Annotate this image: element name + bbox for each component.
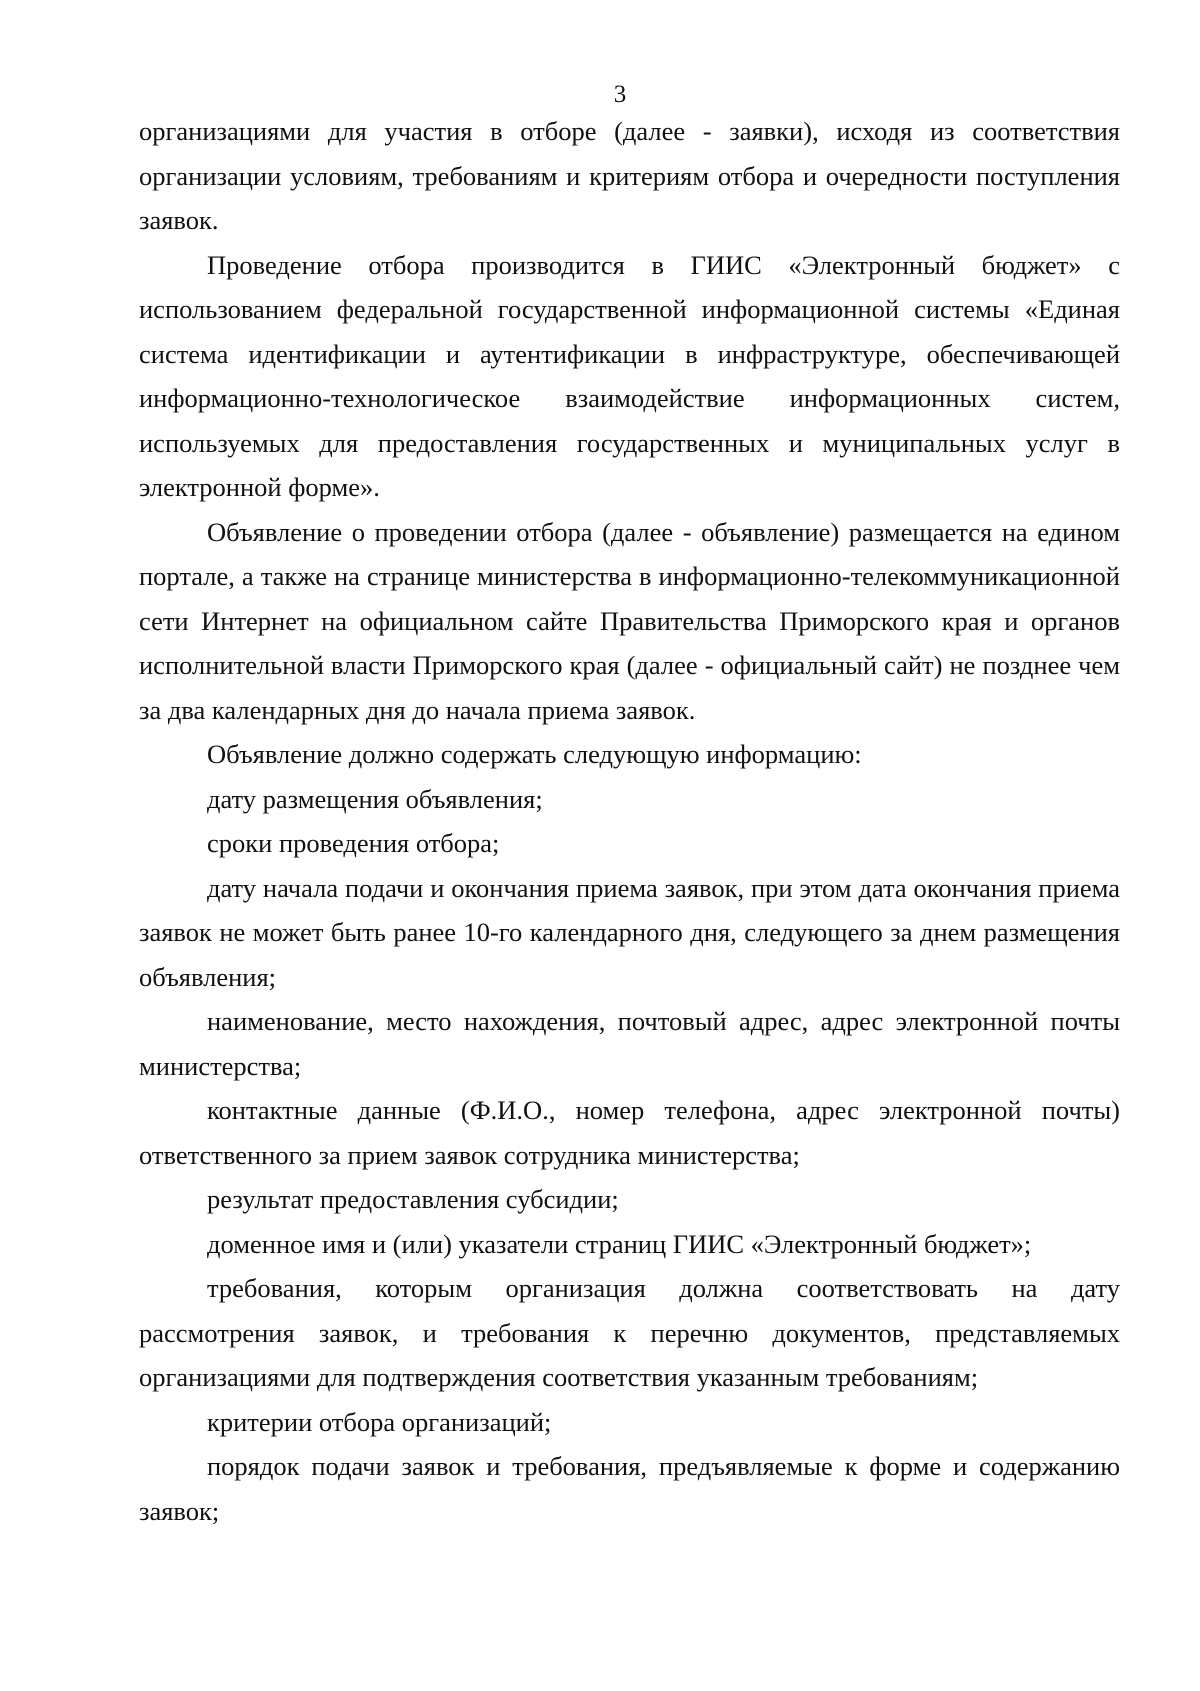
paragraph: Проведение отбора производится в ГИИС «Электронный бюджет» с использованием федеральной государственной информационной системы «Единая система идентификации и аутентификации в инфраструктуре, обеспечивающей информационно-технологическое взаимодействие информационных систем, используемых для предоставления государственных и муниципальных услуг в электронной форме».: [139, 249, 1120, 502]
paragraph: требования, которым организация должна соответствовать на дату рассмотрения заявок, и требования к перечню документов, представляемых организациями для подтверждения соответствия указанным требованиям;: [139, 1273, 1120, 1392]
paragraph: Объявление о проведении отбора (далее - объявление) размещается на едином портале, а также на странице министерства в информационно-телекоммуникационной сети Интернет на официальном сайте Правительства Приморского края и органов исполнительной власти Приморского края (далее - официальный сайт) не позднее чем за два календарных дня до начала приема заявок.: [139, 516, 1120, 725]
paragraph: доменное имя и (или) указатели страниц ГИИС «Электронный бюджет»;: [207, 1228, 1032, 1259]
paragraph: дату начала подачи и окончания приема заявок, при этом дата окончания приема заявок не может быть ранее 10-го календарного дня, следующего за днем размещения объявления;: [139, 872, 1120, 992]
paragraph: критерии отбора организаций;: [207, 1406, 552, 1437]
paragraph: сроки проведения отбора;: [207, 828, 500, 858]
paragraph: результат предоставления субсидии;: [207, 1184, 619, 1214]
paragraph: контактные данные (Ф.И.О., номер телефона, адрес электронной почты) ответственного за прием заявок сотрудника министерства;: [139, 1095, 1120, 1170]
paragraph: дату размещения объявления;: [207, 783, 543, 814]
paragraph: Объявление должно содержать следующую информацию:: [207, 739, 862, 769]
paragraph: наименование, место нахождения, почтовый адрес, адрес электронной почты министерства;: [139, 1006, 1120, 1081]
paragraph: порядок подачи заявок и требования, предъявляемые к форме и содержанию заявок;: [139, 1451, 1120, 1526]
paragraph: организациями для участия в отборе (далее - заявки), исходя из соответствия организации условиям, требованиям и критериям отбора и очередности поступления заявок.: [139, 116, 1120, 235]
document-body: [139, 109, 1120, 1533]
page-number: 3: [613, 81, 627, 108]
